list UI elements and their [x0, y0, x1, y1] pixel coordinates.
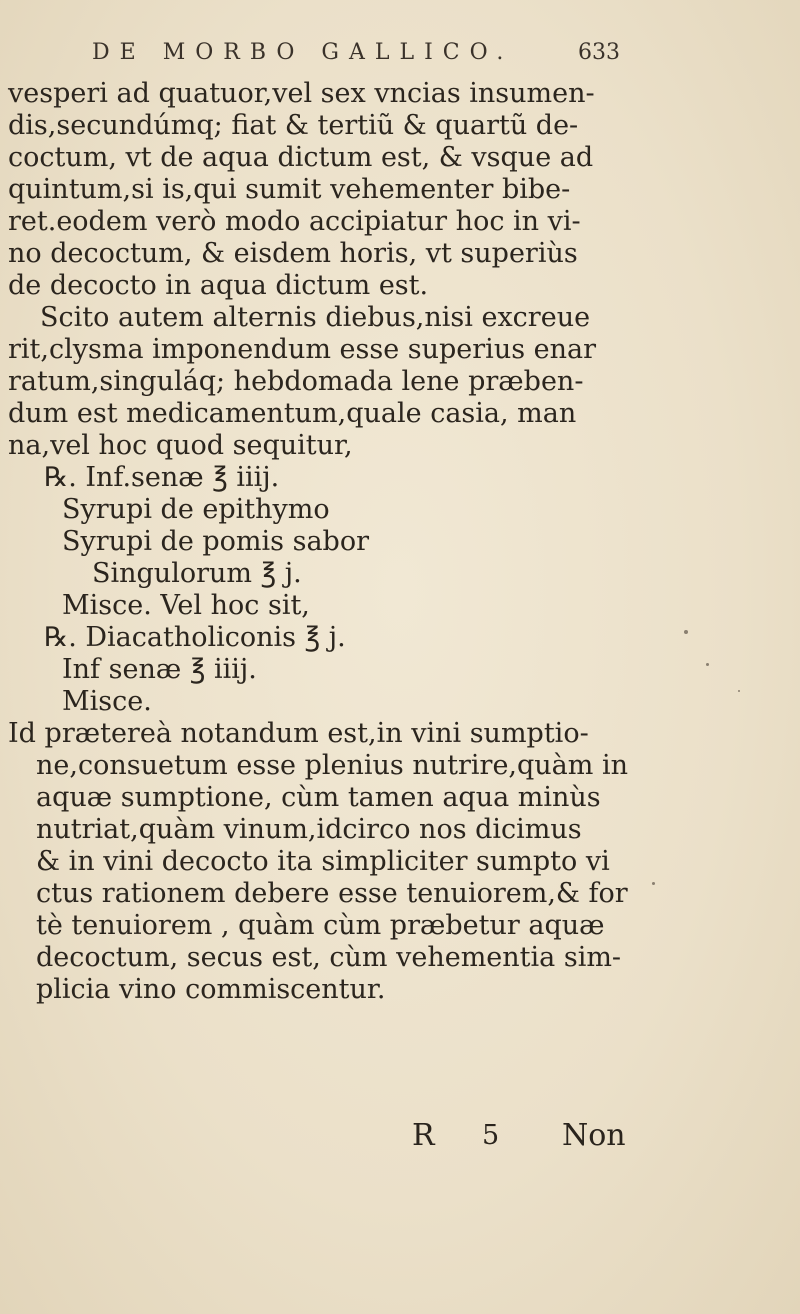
page-number: 633: [578, 40, 620, 65]
recipe-line-1: ℞. Inf.senæ ℥ iiij.: [44, 462, 280, 493]
paper-speck: [652, 882, 655, 885]
paper-speck: [738, 690, 740, 692]
paper-speck: [684, 630, 688, 634]
text-line-13: Id prætereà notandum est,in vini sumptio-: [8, 718, 589, 749]
catchword: Non: [562, 1118, 626, 1153]
text-line-10: ratum,singuláq; hebdomada lene præben-: [8, 366, 584, 397]
recipe-line-6: ℞. Diacatholiconis ℥ j.: [44, 622, 346, 653]
text-line-11: dum est medicamentum,quale casia, man: [8, 398, 577, 429]
text-line-8: Scito autem alternis diebus,nisi excreue: [40, 302, 591, 333]
text-line-4: quintum,si is,qui sumit vehementer bibe-: [8, 174, 571, 205]
recipe-line-7: Inf senæ ℥ iiij.: [62, 654, 257, 685]
text-line-17: & in vini decocto ita simpliciter sumpto vi: [36, 846, 610, 877]
text-line-7: de decocto in aqua dictum est.: [8, 270, 429, 301]
recipe-line-2: Syrupi de epithymo: [62, 494, 330, 525]
text-line-18: ctus rationem debere esse tenuiorem,& for: [36, 878, 628, 909]
text-line-20: decoctum, secus est, cùm vehementia sim-: [36, 942, 622, 973]
text-line-5: ret.eodem verò modo accipiatur hoc in vi-: [8, 206, 581, 237]
signature-letter: R: [412, 1118, 435, 1153]
text-line-2: dis,secundúmq; fiat & tertiũ & quartũ de-: [8, 110, 579, 141]
text-line-1: vesperi ad quatuor,vel sex vncias insumen-: [8, 78, 595, 109]
text-line-19: tè tenuiorem , quàm cùm præbetur aquæ: [36, 910, 605, 941]
text-line-15: aquæ sumptione, cùm tamen aqua minùs: [36, 782, 601, 813]
text-line-9: rit,clysma imponendum esse superius enar: [8, 334, 597, 365]
text-line-12: na,vel hoc quod sequitur,: [8, 430, 353, 461]
recipe-line-8: Misce.: [62, 686, 152, 717]
text-line-14: ne,consuetum esse plenius nutrire,quàm in: [36, 750, 628, 781]
recipe-line-3: Syrupi de pomis sabor: [62, 526, 370, 557]
text-line-21: plicia vino commiscentur.: [36, 974, 386, 1005]
paper-speck: [706, 663, 709, 666]
signature-number: 5: [482, 1120, 500, 1151]
running-head: DE MORBO GALLICO.: [92, 40, 514, 65]
text-line-3: coctum, vt de aqua dictum est, & vsque ad: [8, 142, 594, 173]
text-line-6: no decoctum, & eisdem horis, vt superiùs: [8, 238, 578, 269]
recipe-line-5: Misce. Vel hoc sit,: [62, 590, 310, 621]
text-line-16: nutriat,quàm vinum,idcirco nos dicimus: [36, 814, 582, 845]
recipe-line-4: Singulorum ℥ j.: [92, 558, 302, 589]
